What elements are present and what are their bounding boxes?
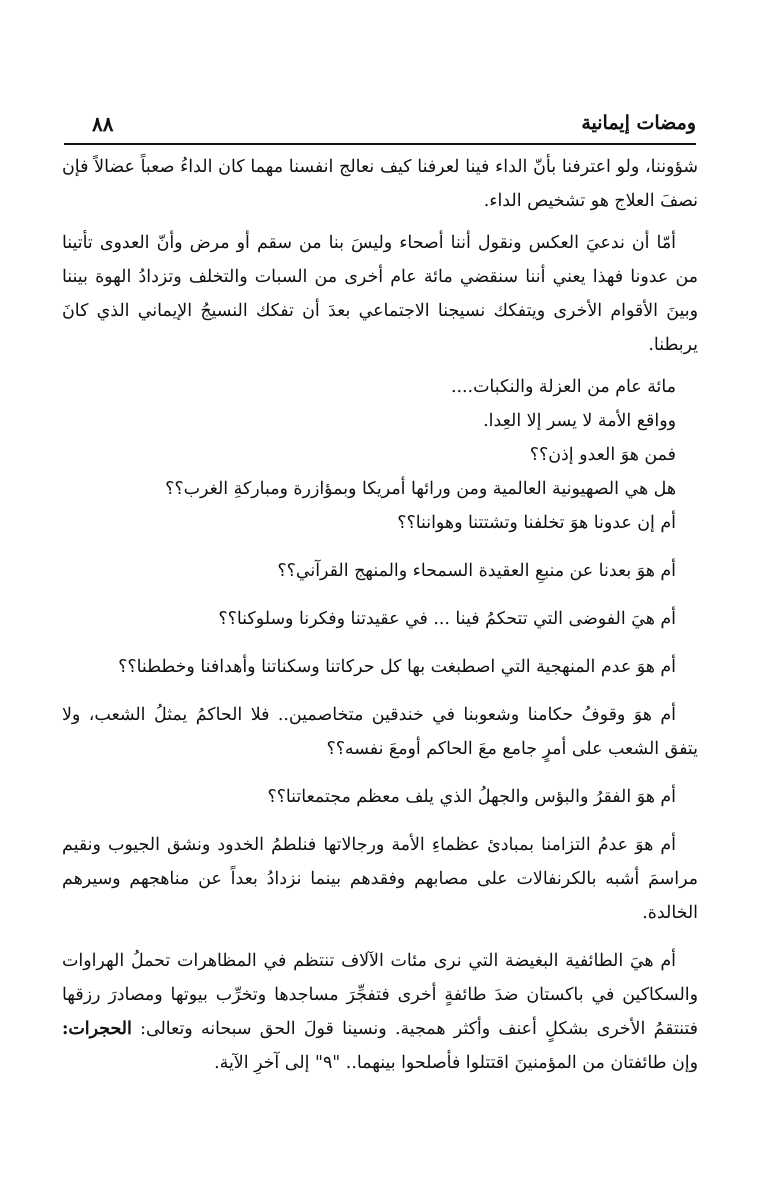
page-number: ٨٨: [92, 112, 114, 136]
surah-citation: الحجرات:: [62, 1019, 132, 1039]
question-item: أم إن عدونا هوَ تخلفنا وتشتتنا وهواننا؟؟: [397, 513, 676, 533]
question-item: أم هوَ بعدنا عن منبعِ العقيدة السمحاء والمنهج القرآني؟؟: [277, 561, 676, 581]
page-body: [62, 150, 698, 1080]
question-item: أم هيَ الفوضى التي تتحكمُ فينا ... في عقيدتنا وفكرنا وسلوكنا؟؟: [218, 609, 676, 629]
question-item: أم هوَ وقوفُ حكامنا وشعوبنا في خندقين متخاصمين.. فلا الحاكمُ يمثلُ الشعب، ولا يتفق الشعب على أمرٍ جامع معَ الحاكم أومعَ نفسه؟؟: [62, 705, 698, 759]
paragraph: أمّا أن ندعيَ العكس ونقول أننا أصحاء وليسَ بنا من سقم أو مرض وأنّ العدوى تأتينا من عدونا فهذا يعني أننا سنقضي مائة عام أخرى من السبات والتخلف وتزدادُ الهوة بيننا وبينَ الأقوام الأخرى ويتفكك نسيجنا الاجتماعي بعدَ أن تفكك النسيجُ الإيماني الذي كانَ يربطنا.: [62, 233, 698, 355]
question-item: هل هي الصهيونية العالمية ومن ورائها أمريكا وبمؤازرة ومباركةِ الغرب؟؟: [165, 479, 676, 499]
final-paragraph: [62, 944, 698, 1080]
question-item: أم هوَ الفقرُ والبؤس والجهلُ الذي يلف معظم مجتمعاتنا؟؟: [267, 787, 676, 807]
page-header: [64, 112, 696, 142]
final-text-before: أم هيَ الطائفية البغيضة التي نرى مئات الآلاف تنتظم في المظاهرات تحملُ الهراوات والسكاكين في باكستان ضدَ طائفةٍ أخرى فتفجِّرَ مساجدها وتخرِّب بيوتها ومصادرَ رزقها فتنتقمُ الأخرى بشكلٍ أعنف وأكثر همجية. ونسينا قولَ الحق سبحانه وتعالى:: [62, 951, 698, 1039]
question-item: فمن هوَ العدو إذن؟؟: [529, 445, 676, 465]
header-rule: [64, 143, 696, 145]
final-text-after: وإن طائفتان من المؤمنينَ اقتتلوا فأصلحوا بينهما.. "٩" إلى آخرِ الآية.: [214, 1053, 698, 1073]
question-item: وواقع الأمة لا يسر إلا العِدا.: [483, 411, 676, 431]
question-item: أم هوَ عدمُ التزامنا بمبادئ عظماءِ الأمة ورجالاتها فنلطمُ الخدود ونشق الجيوب ونقيم مراسمَ أشبه بالكرنفالات على مصابهم وفقدهم بينما نزدادُ بعداً عن مناهجهم وسيرهم الخالدة.: [62, 835, 698, 923]
paragraph: شؤوننا، ولو اعترفنا بأنّ الداء فينا لعرفنا كيف نعالج انفسنا مهما كان الداءُ صعباً عضالاً فإن نصفَ العلاج هو تشخيص الداء.: [62, 157, 698, 211]
running-title: ومضات إيمانية: [581, 112, 696, 134]
question-item: أم هوَ عدم المنهجية التي اصطبغت بها كل حركاتنا وسكناتنا وأهدافنا وخططنا؟؟: [118, 657, 676, 677]
question-item: مائة عام من العزلة والنكبات....: [450, 377, 676, 397]
